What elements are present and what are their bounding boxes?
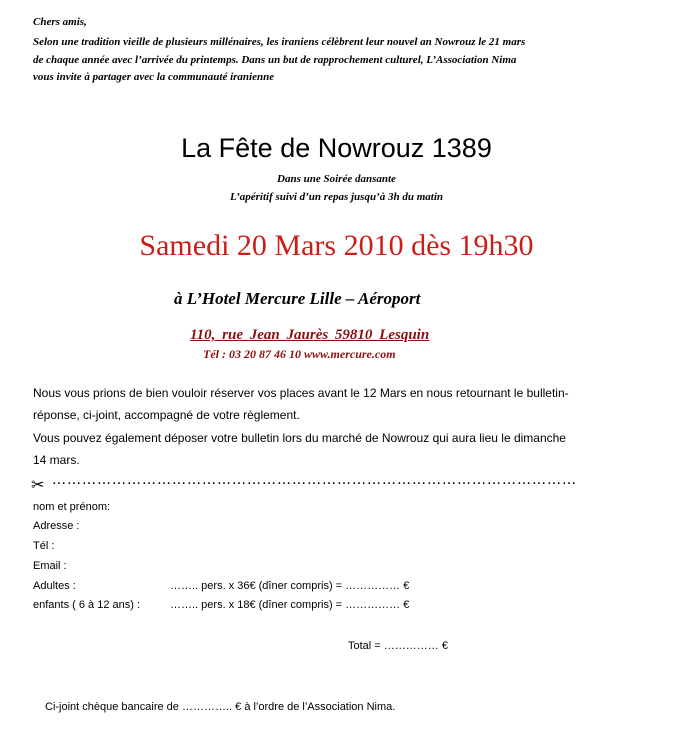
event-title: La Fête de Nowrouz 1389: [181, 133, 492, 163]
info-line-4: 14 mars.: [33, 453, 80, 467]
adults-label: Adultes :: [33, 580, 76, 592]
tel-label: Tél :: [33, 540, 55, 552]
info-line-2: réponse, ci-joint, accompagné de votre règlement.: [33, 408, 300, 422]
info-line-3: Vous pouvez également déposer votre bulletin lors du marché de Nowrouz qui aura lieu le dimanche: [33, 431, 566, 445]
scissors-icon: ✂: [31, 475, 45, 494]
info-line-1: Nous vous prions de bien vouloir réserver vos places avant le 12 Mars en nous retournant le bulletin-: [33, 386, 569, 400]
event-venue: à L’Hotel Mercure Lille – Aéroport: [174, 289, 421, 308]
total-line: Total = …………… €: [348, 640, 448, 652]
address-label: Adresse :: [33, 520, 80, 532]
event-address: 110, rue Jean Jaurès 59810 Lesquin: [190, 327, 430, 343]
name-label: nom et prénom:: [33, 501, 111, 513]
event-phone: Tél : 03 20 87 46 10 www.mercure.com: [203, 347, 396, 361]
cheque-line: Ci-joint chèque bancaire de ………….. € à l’ordre de l’Association Nima.: [45, 701, 396, 713]
email-label: Email :: [33, 560, 67, 572]
event-subtitle-1: Dans une Soirée dansante: [277, 173, 396, 185]
children-line: …….. pers. x 18€ (dîner compris) = …………… €: [170, 599, 410, 611]
children-label: enfants ( 6 à 12 ans) :: [33, 599, 141, 611]
cut-line: ……………………………………………………………………………………………: [52, 472, 577, 488]
intro-line-3: vous invite à partager avec la communauté iranienne: [33, 71, 275, 83]
intro-line-2: de chaque année avec l’arrivée du printemps. Dans un but de rapprochement culturel, L’Association Nima: [33, 54, 517, 66]
event-subtitle-2: L’apéritif suivi d’un repas jusqu’à 3h du matin: [229, 191, 443, 203]
intro-greeting: Chers amis,: [33, 16, 87, 28]
adults-line: …….. pers. x 36€ (dîner compris) = …………… €: [170, 580, 410, 592]
intro-line-1: Selon une tradition vieille de plusieurs millénaires, les iraniens célèbrent leur nouvel an Nowrouz le 21 mars: [33, 36, 526, 48]
event-date: Samedi 20 Mars 2010 dès 19h30: [139, 229, 534, 262]
